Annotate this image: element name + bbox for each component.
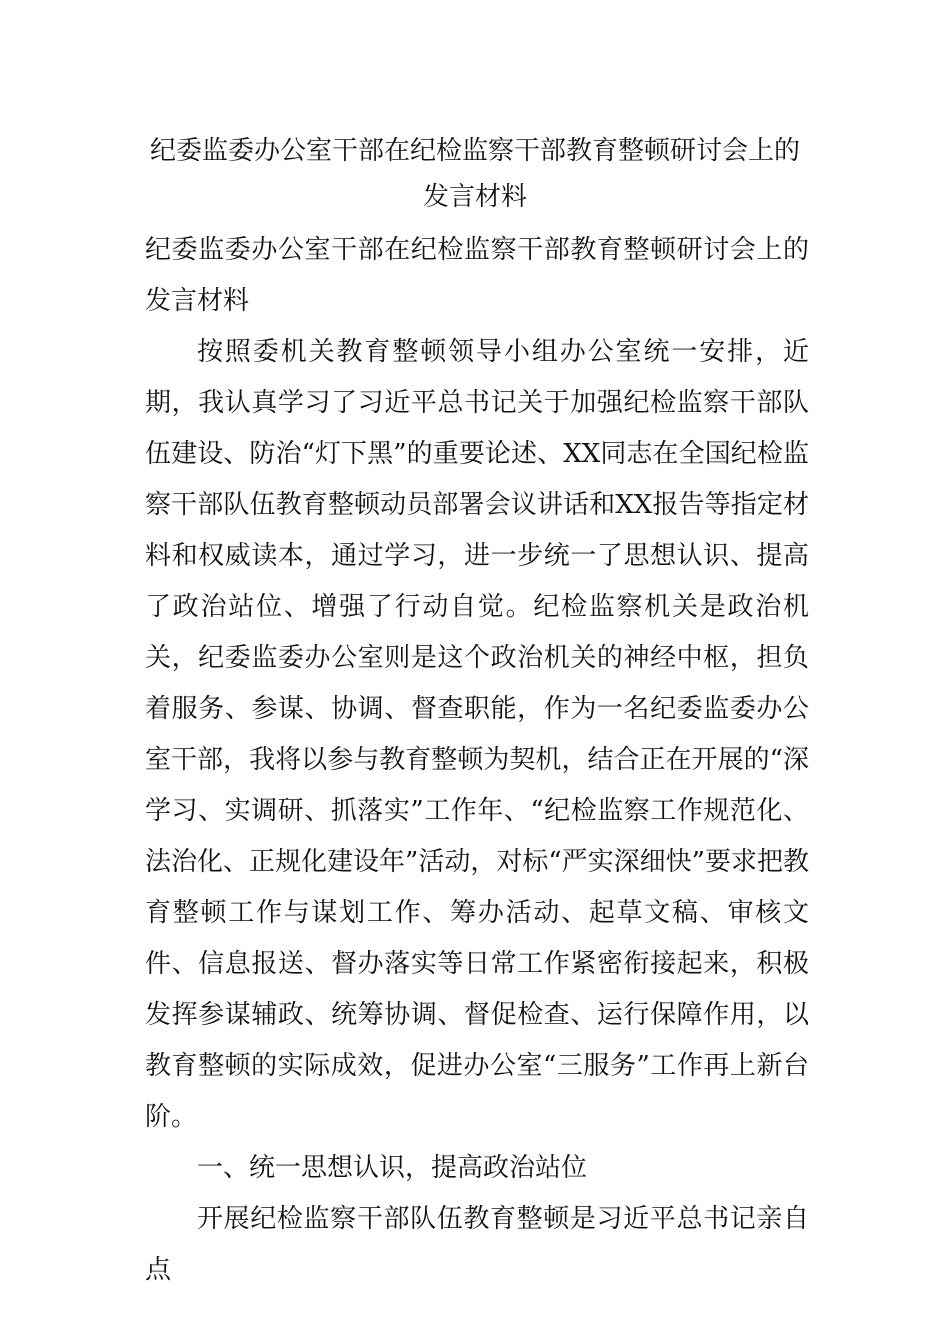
section-heading: 一、统一思想认识，提高政治站位 [197,1153,588,1183]
document-title [120,128,830,220]
section-paragraph: 开展纪检监察干部队伍教育整顿是习近平总书记亲自点 [145,1204,809,1285]
repeated-title-paragraph: 纪委监委办公室干部在纪检监察干部教育整顿研讨会上的发言材料 [145,235,809,316]
title-line-2: 发言材料 [422,182,527,212]
document-body [145,225,809,1296]
intro-paragraph: 按照委机关教育整顿领导小组办公室统一安排，近期，我认真学习了习近平总书记关于加强纪检监察干部队伍建设、防治“灯下黑”的重要论述、XX同志在全国纪检监察干部队伍教育整顿动员部署会议讲话和XX报告等指定材料和权威读本，通过学习，进一步统一了思想认识、提高了政治站位、增强了行动自觉。纪检监察机关是政治机关，纪委监委办公室则是这个政治机关的神经中枢，担负着服务、参谋、协调、督查职能，作为一名纪委监委办公室干部，我将以参与教育整顿为契机，结合正在开展的“深学习、实调研、抓落实”工作年、“纪检监察工作规范化、法治化、正规化建设年”活动，对标“严实深细快”要求把教育整顿工作与谋划工作、筹办活动、起草文稿、审核文件、信息报送、督办落实等日常工作紧密衔接起来，积极发挥参谋辅政、统筹协调、督促检查、运行保障作用，以教育整顿的实际成效，促进办公室“三服务”工作再上新台阶。 [145,337,809,1132]
title-line-1: 纪委监委办公室干部在纪检监察干部教育整顿研讨会上的 [149,136,800,166]
